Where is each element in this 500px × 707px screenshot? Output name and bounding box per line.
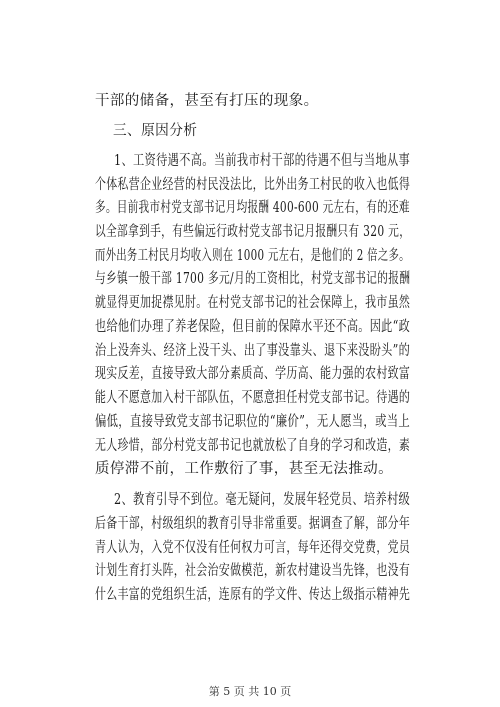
text-line: 什么丰富的党组织生活，连原有的学文件、传达上级指示精神先 (95, 587, 411, 603)
text-line: 干部的储备，甚至有打压的现象。 (95, 93, 319, 109)
text-line: 以全部拿到手，有些偏远行政村党支部书记月报酬只有 320 元， (95, 224, 411, 240)
text-line: 就显得更加捉襟见肘。在村党支部书记的社会保障上，我市虽然 (95, 295, 411, 311)
text-line: 也给他们办理了养老保险，但目前的保障水平还不高。因此“政 (95, 319, 411, 335)
text-line: 个体私营企业经营的村民没法比，比外出务工村民的收入也低得 (95, 177, 411, 193)
text-line: 治上没奔头、经济上没干头、出了事没靠头、退下来没盼头”的 (95, 343, 411, 359)
text-line: 质停滞不前，工作敷衍了事，甚至无法推动。 (95, 461, 393, 477)
text-line: 2、教育引导不到位。毫无疑问，发展年轻党员、培养村级 (114, 492, 411, 508)
text-line: 能人不愿意加入村干部队伍，不愿意担任村党支部书记。待遇的 (95, 390, 411, 406)
text-line: 与乡镇一般干部 1700 多元/月的工资相比，村党支部书记的报酬 (95, 271, 411, 287)
text-line: 而外出务工村民月均收入则在 1000 元左右，是他们的 2 倍之多。 (95, 248, 410, 264)
text-line: 青人认为，入党不仅没有任何权力可言，每年还得交党费，党员 (95, 540, 411, 556)
page-footer: 第 5 页 共 10 页 (208, 685, 292, 698)
text-line: 无人珍惜，部分村党支部书记也就放松了自身的学习和改造，素 (95, 438, 411, 454)
text-line: 多。目前我市村党支部书记月均报酬 400-600 元左右，有的还难 (95, 200, 410, 216)
text-line: 现实反差，直接导致大部分素质高、学历高、能力强的农村致富 (95, 366, 411, 382)
text-line: 1、工资待遇不高。当前我市村干部的待遇不但与当地从事 (114, 153, 411, 169)
text-line: 偏低，直接导致党支部书记职位的“廉价”，无人愿当，或当上 (95, 414, 411, 430)
section-heading: 三、原因分析 (113, 123, 198, 139)
text-line: 后备干部，村级组织的教育引导非常重要。据调查了解，部分年 (95, 516, 411, 532)
text-line: 计划生育打头阵，社会治安做模范，新农村建设当先锋，也没有 (95, 563, 411, 579)
